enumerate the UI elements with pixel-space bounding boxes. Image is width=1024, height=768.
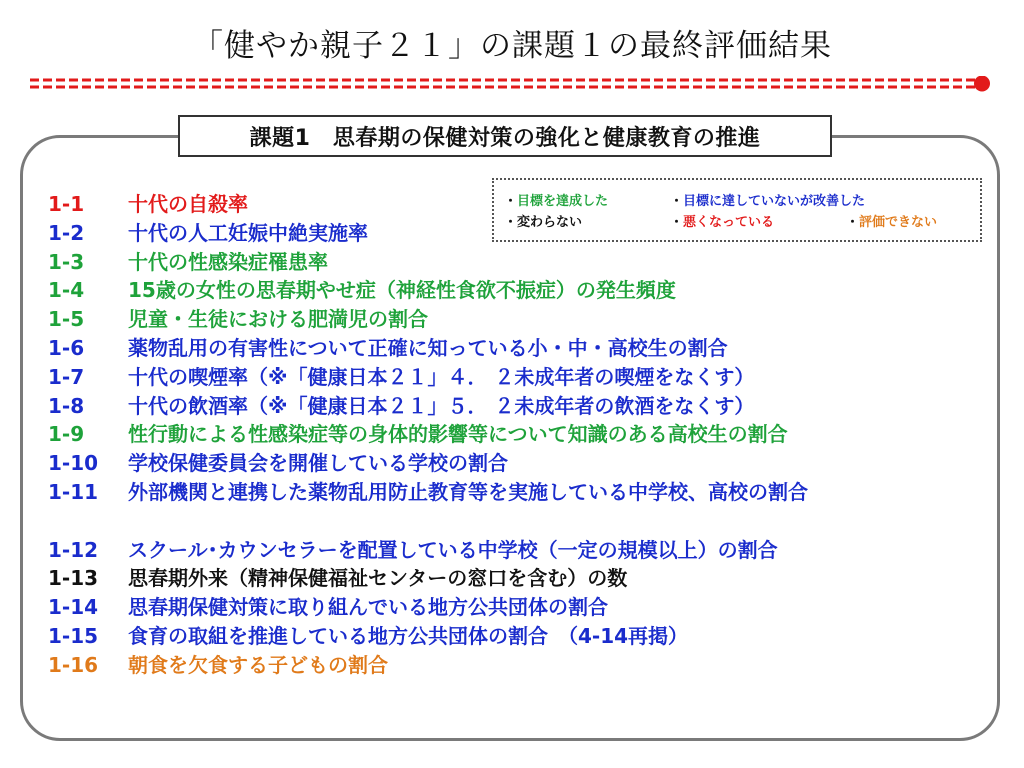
list-item <box>48 190 988 219</box>
item-text: 十代の性感染症罹患率 <box>128 249 328 274</box>
slide-title: 「健やか親子２１」の課題１の最終評価結果 <box>192 28 832 64</box>
item-id: 1-1 <box>48 192 85 216</box>
item-text: 性行動による性感染症等の身体的影響等について知識のある高校生の割合 <box>128 422 788 447</box>
item-id: 1-3 <box>48 249 85 274</box>
list-item <box>48 276 988 305</box>
legend-label-unchanged: 変わらない <box>517 215 583 230</box>
list-item <box>48 564 988 593</box>
list-item <box>48 392 988 421</box>
item-id: 1-14 <box>48 595 99 620</box>
item-text: 十代の飲酒率（※「健康日本２１」５． ２未成年者の飲酒をなくす） <box>128 393 755 418</box>
item-id: 1-9 <box>48 422 85 447</box>
item-id: 1-16 <box>48 652 99 677</box>
item-text: 食育の取組を推進している地方公共団体の割合 （4-14再掲） <box>128 623 689 648</box>
item-text: 思春期保健対策に取り組んでいる地方公共団体の割合 <box>128 595 608 620</box>
list-item <box>48 420 988 449</box>
legend-bullet: ・ <box>846 215 860 230</box>
item-text: 児童・生徒における肥満児の割合 <box>128 307 428 332</box>
item-id: 1-12 <box>48 537 99 562</box>
panel-heading: 課題1 思春期の保健対策の強化と健康教育の推進 <box>178 115 832 157</box>
item-text: 思春期外来（精神保健福祉センターの窓口を含む）の数 <box>128 566 628 591</box>
list-item <box>48 651 988 680</box>
item-text: 学校保健委員会を開催している学校の割合 <box>128 451 508 476</box>
title-divider <box>30 76 990 92</box>
item-text: 薬物乱用の有害性について正確に知っている小・中・高校生の割合 <box>128 335 728 360</box>
item-text: スクール･カウンセラーを配置している中学校（一定の規模以上）の割合 <box>128 537 778 562</box>
item-id: 1-8 <box>48 393 85 418</box>
item-id: 1-15 <box>48 623 99 648</box>
list-item <box>48 478 988 536</box>
legend-bullet: ・ <box>670 194 684 209</box>
item-id: 1-10 <box>48 451 99 476</box>
list-item <box>48 536 988 565</box>
item-text: 十代の喫煙率（※「健康日本２１」４． ２未成年者の喫煙をなくす） <box>128 364 755 389</box>
list-item <box>48 334 988 363</box>
list-item <box>48 248 988 277</box>
legend-bullet: ・ <box>504 194 518 209</box>
item-text: 十代の自殺率 <box>128 192 248 216</box>
item-id: 1-13 <box>48 566 99 591</box>
divider-end-dot <box>974 76 990 92</box>
legend-label-not-evaluable: 評価できない <box>859 215 938 230</box>
list-item <box>48 449 988 478</box>
item-text: 15歳の女性の思春期やせ症（神経性食欲不振症）の発生頻度 <box>128 278 676 303</box>
legend-bullet: ・ <box>670 215 684 230</box>
item-id: 1-11 <box>48 479 99 504</box>
item-id: 1-5 <box>48 307 85 332</box>
list-item <box>48 622 988 651</box>
item-id: 1-4 <box>48 278 85 303</box>
legend-bullet: ・ <box>504 215 518 230</box>
indicator-list <box>48 190 988 680</box>
list-item <box>48 305 988 334</box>
legend-label-worsened: 悪くなっている <box>683 215 775 230</box>
item-id: 1-6 <box>48 335 85 360</box>
item-text: 朝食を欠食する子どもの割合 <box>128 652 388 677</box>
item-text: 十代の人工妊娠中絶実施率 <box>128 220 368 245</box>
legend-label-achieved: 目標を達成した <box>517 194 609 209</box>
item-text: 外部機関と連携した薬物乱用防止教育等を実施している中学校、高校の割合 <box>128 479 808 504</box>
list-item <box>48 219 988 248</box>
item-id: 1-7 <box>48 364 85 389</box>
list-item <box>48 363 988 392</box>
list-item <box>48 593 988 622</box>
legend-label-improved: 目標に達していないが改善した <box>683 194 866 209</box>
item-id: 1-2 <box>48 220 85 245</box>
